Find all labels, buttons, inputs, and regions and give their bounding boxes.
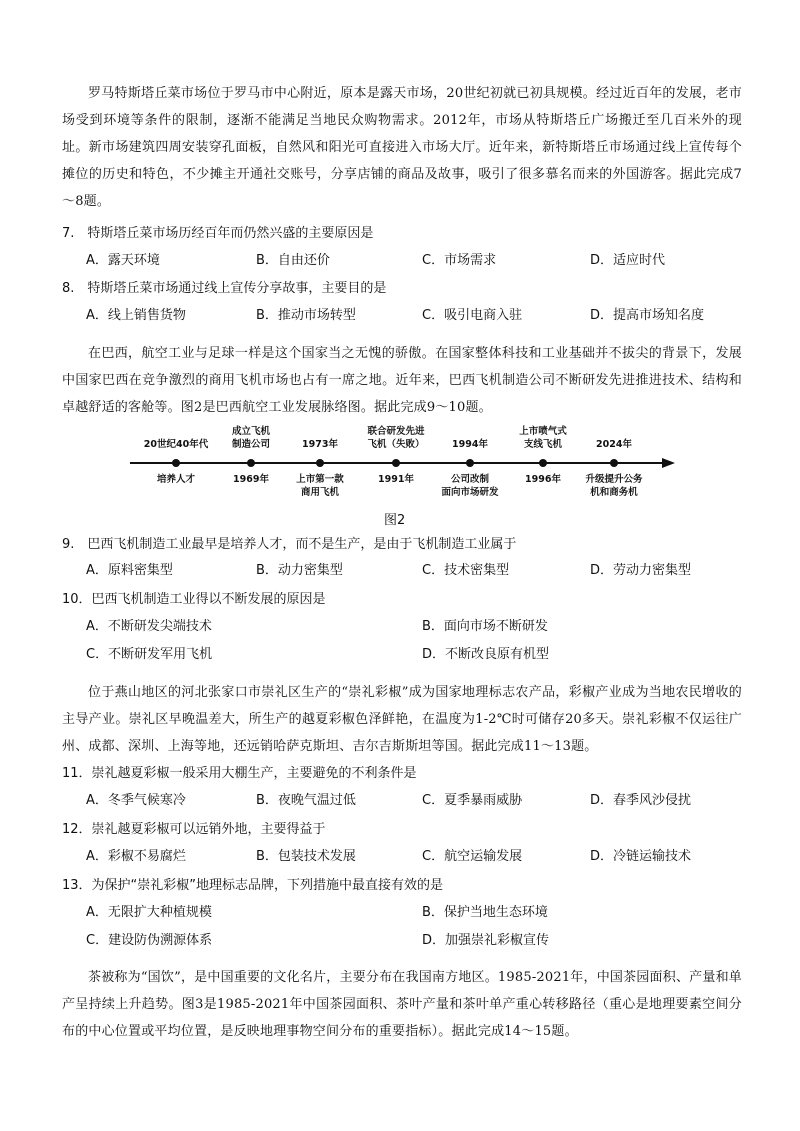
timeline-bottom-label-7: 升级提升公务 机和商务机 <box>585 474 643 498</box>
q9-option-d[interactable]: D．劳动力密集型 <box>590 563 692 578</box>
timeline-bottom-label-6: 1996年 <box>525 474 561 485</box>
q10-option-a[interactable]: A．不断研发尖端技术 <box>86 619 212 634</box>
question-8-options <box>86 306 726 326</box>
timeline-node-4 <box>392 459 400 467</box>
question-9-options <box>86 561 726 581</box>
q13-option-a[interactable]: A．无限扩大种植规模 <box>86 905 212 920</box>
timeline-node-7 <box>610 459 618 467</box>
q10-option-b[interactable]: B．面向市场不断研发 <box>422 619 548 634</box>
question-7: 7. 特斯塔丘菜市场历经百年而仍然兴盛的主要原因是 <box>62 226 374 241</box>
question-13-options-row2 <box>86 931 726 951</box>
q10-option-c[interactable]: C．不断研发军用飞机 <box>86 647 213 662</box>
timeline-node-5 <box>466 459 474 467</box>
timeline-top-label-6: 上市喷气式 支线飞机 <box>519 426 567 450</box>
q7-option-a[interactable]: A．露天环境 <box>86 253 160 268</box>
q9-option-b[interactable]: B．动力密集型 <box>256 563 343 578</box>
q12-option-b[interactable]: B．包装技术发展 <box>256 849 356 864</box>
q13-option-b[interactable]: B．保护当地生态环境 <box>422 905 548 920</box>
question-10-options-row2 <box>86 645 726 665</box>
timeline-top-label-5: 1994年 <box>452 439 488 450</box>
timeline-bottom-label-4: 1991年 <box>378 474 414 485</box>
question-11-options <box>86 791 726 811</box>
timeline-node-1 <box>172 459 180 467</box>
timeline-top-label-1: 20世纪40年代 <box>143 439 209 450</box>
passage-chinese-tea: 茶被称为“国饮”，是中国重要的文化名片，主要分布在我国南方地区。1985-2021年，中国茶园面积、产量和单产呈持续上升趋势。图3是1985-2021年中国茶园面积、茶叶产量和茶叶单产重心转移路径（重心是地理要素空间分布的中心位置或平均位置，是反映地理事物空间分布的重要指标）。据此完成14～15题。 <box>62 970 742 1039</box>
q7-option-d[interactable]: D．适应时代 <box>590 253 666 268</box>
timeline-node-3 <box>316 459 324 467</box>
timeline-bottom-label-1: 培养人才 <box>156 474 196 485</box>
timeline-node-6 <box>539 459 547 467</box>
q8-option-d[interactable]: D．提高市场知名度 <box>590 308 705 323</box>
question-10: 10．巴西飞机制造工业得以不断发展的原因是 <box>62 592 326 607</box>
passage-brazil-aviation: 在巴西，航空工业与足球一样是这个国家当之无愧的骄傲。在国家整体科技和工业基础并不拔尖的背景下，发展中国家巴西在竞争激烈的商用飞机市场也占有一席之地。近年来，巴西飞机制造公司不断研发先进推进技术、结构和卓越舒适的客舱等。图2是巴西航空工业发展脉络图。据此完成9～10题。 <box>62 346 742 415</box>
timeline-top-label-4: 联合研发先进 飞机（失败） <box>367 426 425 450</box>
passage-testaccio-market: 罗马特斯塔丘菜市场位于罗马市中心附近，原本是露天市场，20世纪初就已初具规模。经过近百年的发展，老市场受到环境等条件的限制，逐渐不能满足当地民众购物需求。2012年，市场从特斯塔丘广场搬迁至几百米外的现址。新市场建筑四周安装穿孔面板，自然风和阳光可直接进入市场大厅。近年来，新特斯塔丘市场通过线上宣传每个摊位的历史和特色，不少摊主开通社交账号，分享店铺的商品及故事，吸引了很多慕名而来的外国游客。据此完成7～8题。 <box>62 86 742 209</box>
q12-option-c[interactable]: C．航空运输发展 <box>422 849 523 864</box>
q12-option-a[interactable]: A．彩椒不易腐烂 <box>86 849 186 864</box>
timeline-arrow-head <box>662 458 675 468</box>
timeline-bottom-label-3: 上市第一款 商用飞机 <box>296 474 344 498</box>
q13-option-c[interactable]: C．建设防伪溯源体系 <box>86 933 213 948</box>
figure-2-timeline <box>130 422 690 522</box>
question-13: 13．为保护“崇礼彩椒”地理标志品牌，下列措施中最直接有效的是 <box>62 878 444 893</box>
q11-option-a[interactable]: A．冬季气候寒冷 <box>86 793 186 808</box>
q11-option-d[interactable]: D．春季风沙侵扰 <box>590 793 692 808</box>
q12-option-d[interactable]: D．冷链运输技术 <box>590 849 692 864</box>
q8-option-a[interactable]: A．线上销售货物 <box>86 308 186 323</box>
q8-option-b[interactable]: B．推动市场转型 <box>256 308 356 323</box>
q11-option-c[interactable]: C．夏季暴雨威胁 <box>422 793 523 808</box>
q8-option-c[interactable]: C．吸引电商入驻 <box>422 308 523 323</box>
timeline-bottom-label-5: 公司改制 面向市场研发 <box>441 474 499 498</box>
q7-option-c[interactable]: C．市场需求 <box>422 253 497 268</box>
q10-option-d[interactable]: D．不断改良原有机型 <box>422 647 550 662</box>
timeline-top-label-7: 2024年 <box>596 439 632 450</box>
question-11: 11．崇礼越夏彩椒一般采用大棚生产，主要避免的不利条件是 <box>62 766 417 781</box>
question-10-options-row1 <box>86 617 726 637</box>
timeline-top-label-2: 成立飞机 制造公司 <box>231 426 271 450</box>
q11-option-b[interactable]: B．夜晚气温过低 <box>256 793 356 808</box>
timeline-node-2 <box>247 459 255 467</box>
q7-option-b[interactable]: B．自由还价 <box>256 253 330 268</box>
question-12: 12．崇礼越夏彩椒可以远销外地，主要得益于 <box>62 822 326 837</box>
timeline-bottom-label-2: 1969年 <box>233 474 269 485</box>
question-7-options <box>86 251 726 271</box>
q9-option-a[interactable]: A．原料密集型 <box>86 563 173 578</box>
figure-2-caption: 图2 <box>384 513 406 528</box>
question-13-options-row1 <box>86 903 726 923</box>
passage-chongli-pepper: 位于燕山地区的河北张家口市崇礼区生产的“崇礼彩椒”成为国家地理标志农产品，彩椒产业成为当地农民增收的主导产业。崇礼区早晚温差大，所生产的越夏彩椒色泽鲜艳，在温度为1-2℃时可储存20多天。崇礼彩椒不仅运往广州、成都、深圳、上海等地，还远销哈萨克斯坦、吉尔吉斯斯坦等国。据此完成11～13题。 <box>62 685 742 754</box>
timeline-top-label-3: 1973年 <box>302 439 338 450</box>
question-8: 8. 特斯塔丘菜市场通过线上宣传分享故事，主要目的是 <box>62 281 387 296</box>
q9-option-c[interactable]: C．技术密集型 <box>422 563 510 578</box>
question-12-options <box>86 847 726 867</box>
q13-option-d[interactable]: D．加强崇礼彩椒宣传 <box>422 933 550 948</box>
question-9: 9. 巴西飞机制造工业最早是培养人才，而不是生产，是由于飞机制造工业属于 <box>62 537 517 552</box>
